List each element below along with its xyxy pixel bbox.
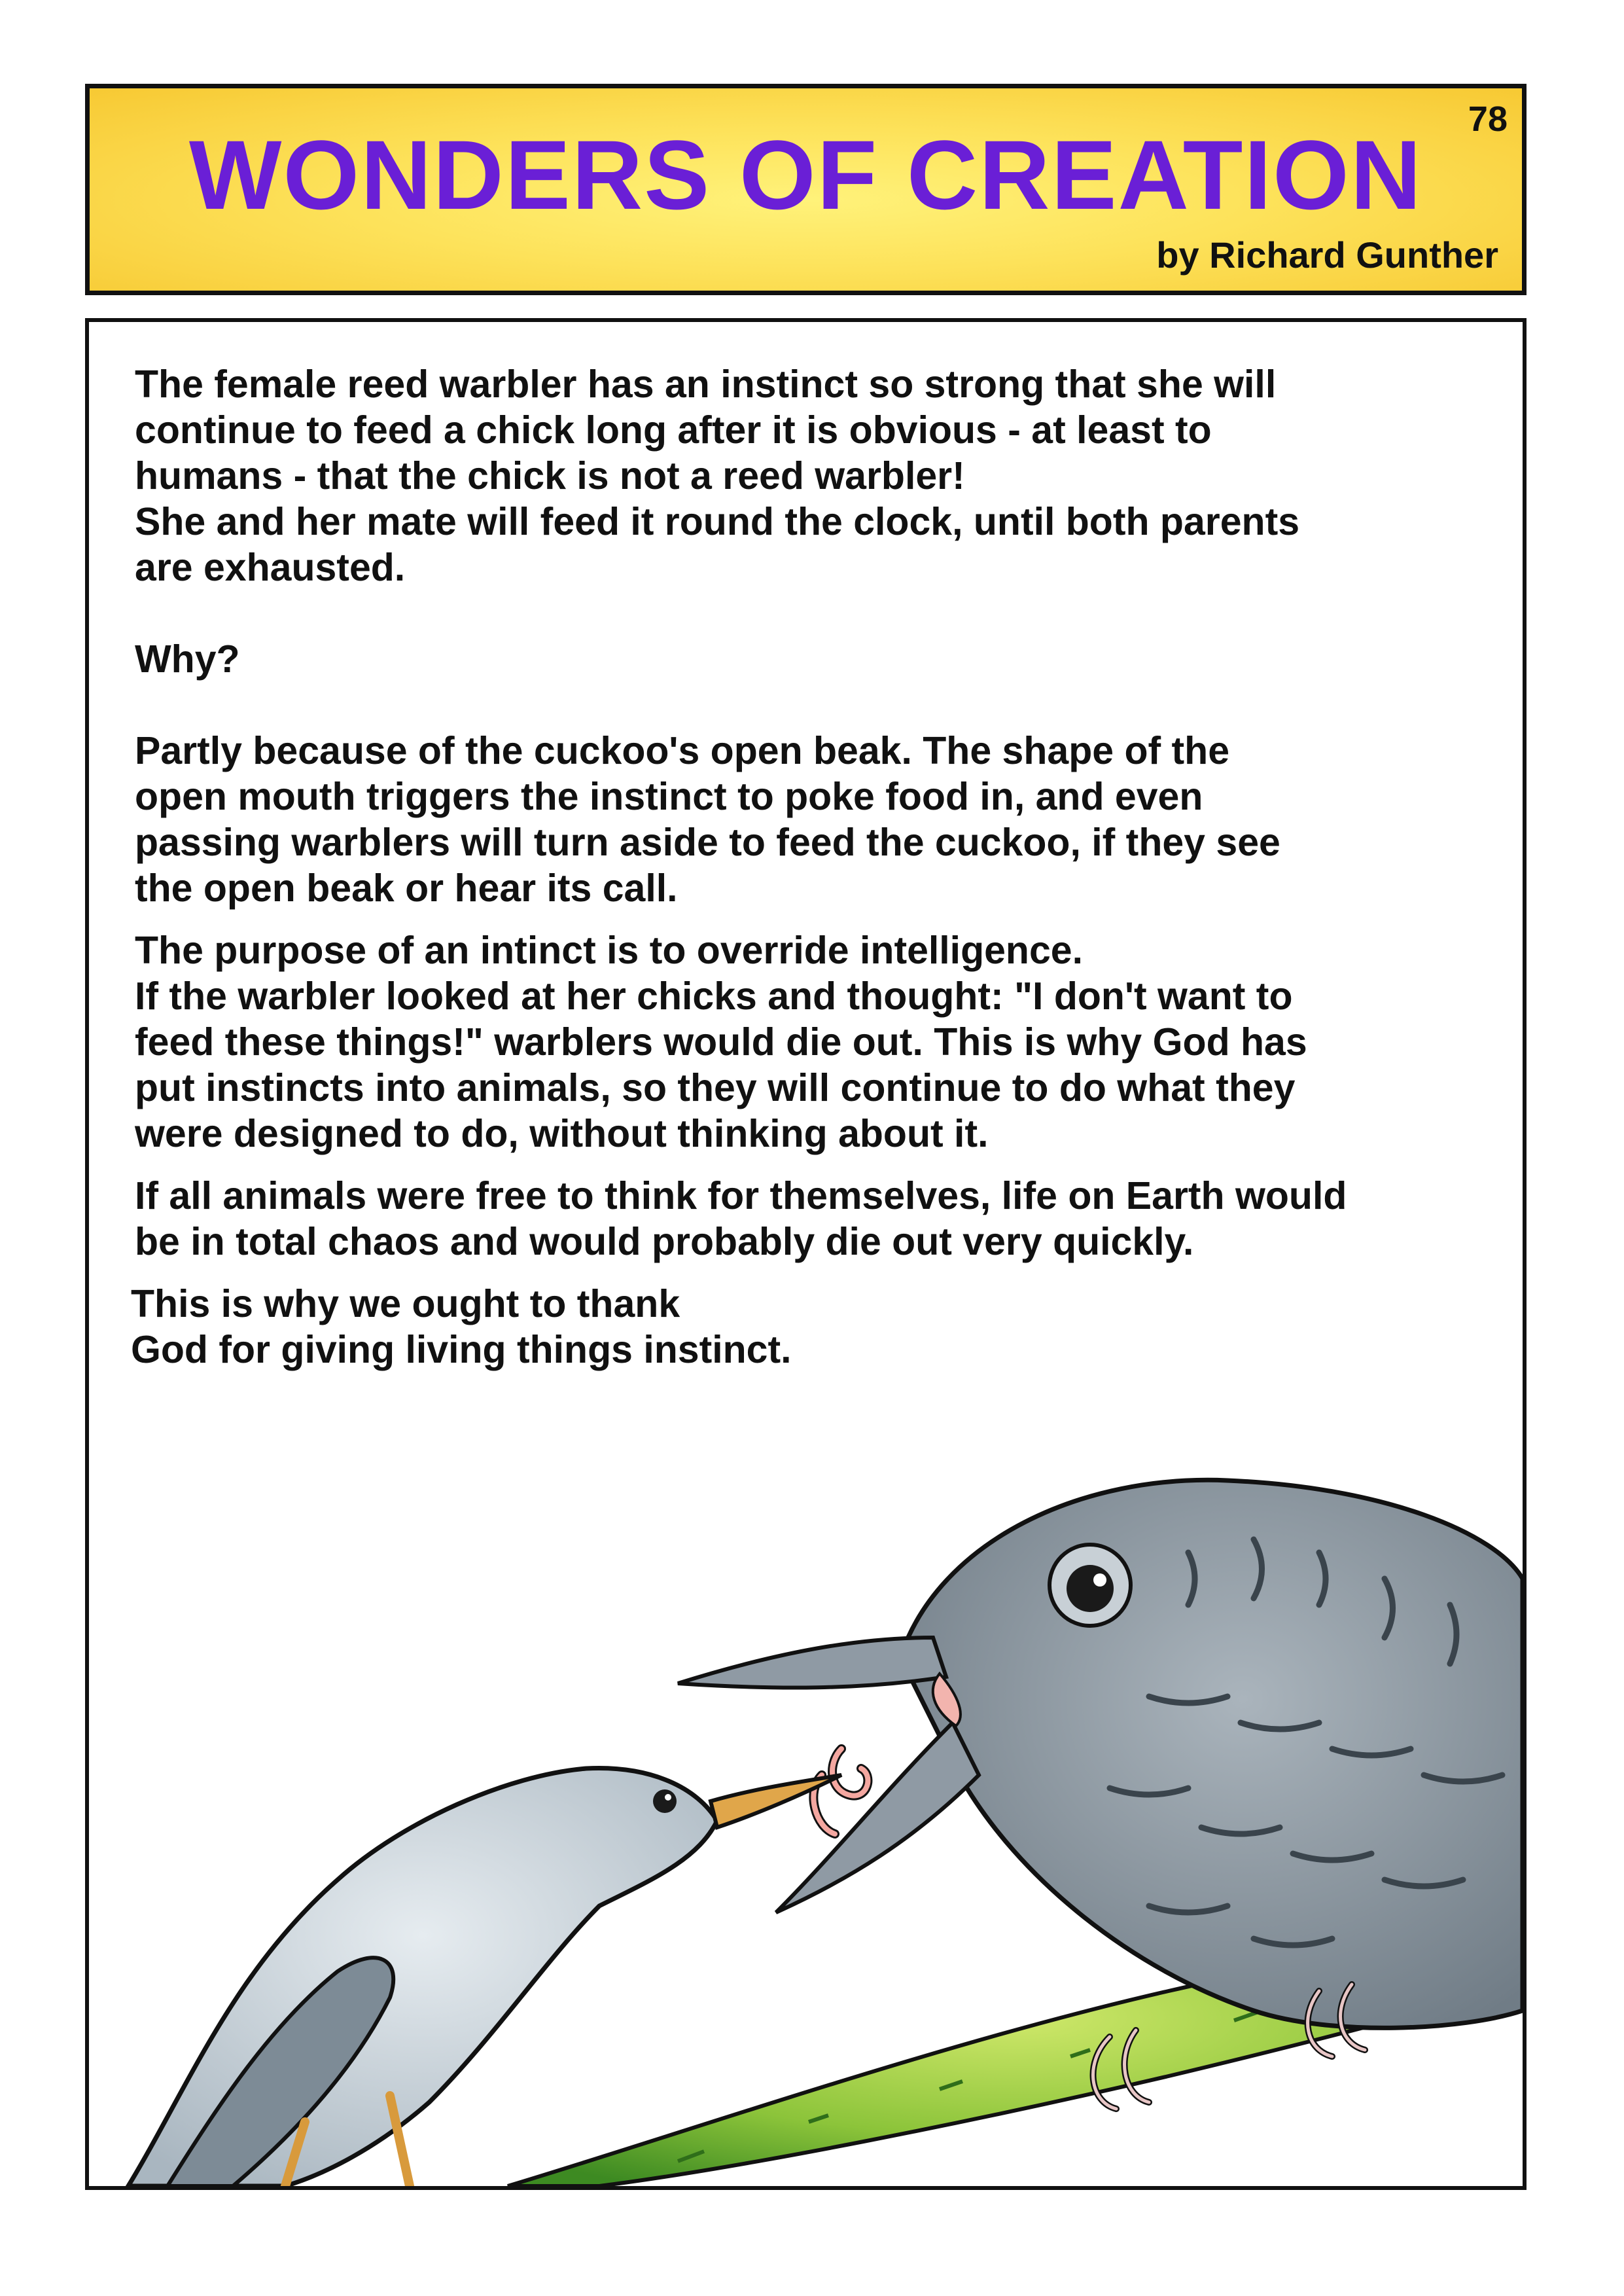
header-banner <box>85 84 1527 295</box>
paragraph-question: Why? <box>135 637 240 681</box>
paragraph-purpose: The purpose of an intinct is to override intelligence. If the warbler looked at her chicks and thought: "I don't want to feed these things!" warblers would die out. This is why God has put instincts into animals, so they will continue to do what they were designed to do, without thinking about it. <box>135 929 1307 1155</box>
paragraph-intro: The female reed warbler has an instinct so strong that she will continue to feed a chick long after it is obvious - at least to humans - that the chick is not a reed warbler! She and her mate will feed it round the clock, until both parents are exhausted. <box>135 363 1300 589</box>
paragraph-closing: This is why we ought to thank God for giving living things instinct. <box>131 1282 792 1371</box>
paragraph-explanation: Partly because of the cuckoo's open beak. The shape of the open mouth triggers the instinct to poke food in, and even passing warblers will turn aside to feed the cuckoo, if they see the open beak or hear its call. <box>135 729 1280 910</box>
article-text <box>131 361 1496 1372</box>
article-panel <box>85 318 1527 2190</box>
warbler-feeding-cuckoo-illustration <box>89 1382 1523 2186</box>
author-byline: by Richard Gunther <box>1156 234 1498 276</box>
paragraph-chaos: If all animals were free to think for themselves, life on Earth would be in total chaos and would probably die out very quickly. <box>135 1174 1347 1263</box>
page-title: WONDERS OF CREATION <box>188 120 1423 230</box>
page-number: 78 <box>1468 99 1508 139</box>
